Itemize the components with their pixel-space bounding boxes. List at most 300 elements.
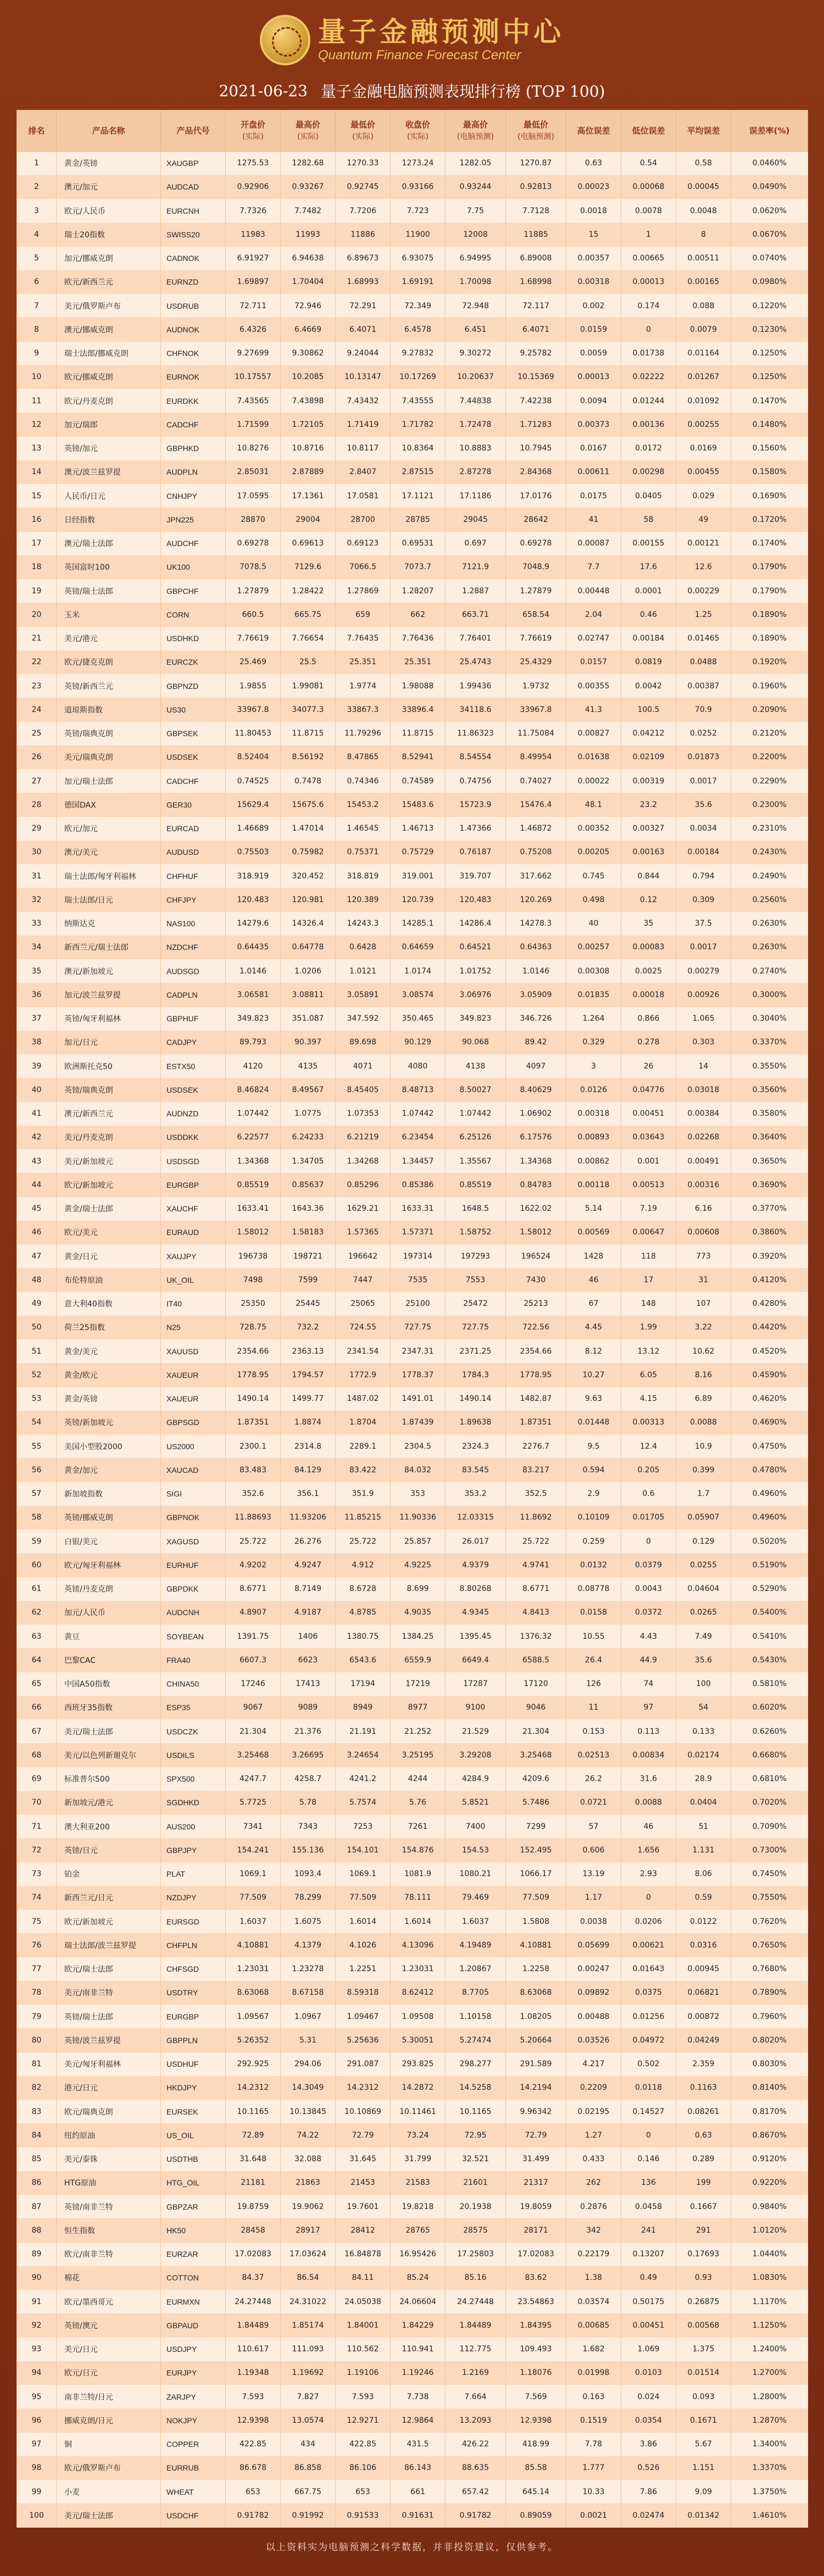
low-error-cell: 0.0372 bbox=[621, 1601, 676, 1624]
rank-cell: 99 bbox=[17, 2480, 57, 2503]
open-cell: 8.6771 bbox=[226, 1577, 281, 1601]
table-row bbox=[17, 1292, 808, 1316]
product-code-cell: USDHUF bbox=[161, 2052, 226, 2076]
high-error-cell: 0.22179 bbox=[566, 2243, 621, 2266]
low-error-cell: 118 bbox=[621, 1244, 676, 1268]
close-cell: 1081.9 bbox=[391, 1862, 446, 1886]
error-rate-cell: 0.0740% bbox=[731, 247, 808, 270]
high-error-cell: 1.777 bbox=[566, 2456, 621, 2480]
pred-high-cell: 8.50027 bbox=[446, 1078, 506, 1101]
low-cell: 1487.02 bbox=[336, 1387, 391, 1411]
avg-error-cell: 0.00568 bbox=[676, 2313, 731, 2337]
low-cell: 1.71419 bbox=[336, 413, 391, 436]
high-error-cell: 26.2 bbox=[566, 1767, 621, 1791]
high-error-cell: 0.2876 bbox=[566, 2195, 621, 2218]
product-name-cell: 荷兰25指数 bbox=[57, 1316, 161, 1339]
pred-high-cell: 0.74756 bbox=[446, 769, 506, 793]
pred-low-cell: 25.722 bbox=[506, 1529, 566, 1553]
rank-cell: 34 bbox=[17, 936, 57, 959]
low-error-cell: 0.00083 bbox=[621, 936, 676, 959]
high-error-cell: 0.00611 bbox=[566, 460, 621, 484]
product-code-cell: IT40 bbox=[161, 1292, 226, 1316]
low-error-cell: 0.49 bbox=[621, 2266, 676, 2290]
table-row bbox=[17, 2503, 808, 2527]
error-rate-cell: 0.2090% bbox=[731, 698, 808, 721]
pred-low-cell: 8.49954 bbox=[506, 745, 566, 769]
pred-high-cell: 1.89638 bbox=[446, 1411, 506, 1434]
error-rate-cell: 0.3580% bbox=[731, 1102, 808, 1126]
pred-low-cell: 152.495 bbox=[506, 1838, 566, 1862]
product-code-cell: EURCZK bbox=[161, 650, 226, 674]
column-header-label: 最高价 bbox=[463, 120, 488, 130]
error-rate-cell: 0.1790% bbox=[731, 555, 808, 579]
low-cell: 1.2251 bbox=[336, 1957, 391, 1981]
low-cell: 0.92745 bbox=[336, 175, 391, 199]
error-rate-cell: 0.1690% bbox=[731, 484, 808, 508]
low-error-cell: 7.86 bbox=[621, 2480, 676, 2503]
error-rate-cell: 0.9220% bbox=[731, 2171, 808, 2195]
rank-cell: 68 bbox=[17, 1743, 57, 1767]
column-header-label: 排名 bbox=[28, 126, 45, 136]
high-cell: 1.58183 bbox=[281, 1221, 336, 1244]
low-error-cell: 0.00647 bbox=[621, 1221, 676, 1244]
pred-high-cell: 1.99436 bbox=[446, 674, 506, 698]
product-code-cell: AUDPLN bbox=[161, 460, 226, 484]
avg-error-cell: 35.6 bbox=[676, 1648, 731, 1672]
low-error-cell: 0.0206 bbox=[621, 1910, 676, 1933]
close-cell: 16.95426 bbox=[391, 2243, 446, 2266]
low-cell: 14243.3 bbox=[336, 912, 391, 936]
product-code-cell: USDSEK bbox=[161, 745, 226, 769]
table-row bbox=[17, 413, 808, 436]
high-error-cell: 9.5 bbox=[566, 1434, 621, 1458]
avg-error-cell: 0.0122 bbox=[676, 1910, 731, 1933]
pred-high-cell: 7400 bbox=[446, 1815, 506, 1838]
error-rate-cell: 0.1250% bbox=[731, 365, 808, 389]
close-cell: 4.13096 bbox=[391, 1933, 446, 1957]
open-cell: 21.304 bbox=[226, 1720, 281, 1743]
rank-cell: 26 bbox=[17, 745, 57, 769]
high-error-cell: 0.329 bbox=[566, 1031, 621, 1054]
avg-error-cell: 6.89 bbox=[676, 1387, 731, 1411]
pred-high-cell: 2.87278 bbox=[446, 460, 506, 484]
rank-cell: 61 bbox=[17, 1577, 57, 1601]
open-cell: 110.617 bbox=[226, 2338, 281, 2361]
open-cell: 25350 bbox=[226, 1292, 281, 1316]
product-code-cell: AUDCAD bbox=[161, 175, 226, 199]
brand-name-en: Quantum Finance Forecast Center bbox=[318, 48, 521, 63]
pred-high-cell: 197293 bbox=[446, 1244, 506, 1268]
low-cell: 0.74346 bbox=[336, 769, 391, 793]
high-error-cell: 0.0132 bbox=[566, 1553, 621, 1577]
open-cell: 3.06581 bbox=[226, 983, 281, 1006]
pred-high-cell: 26.017 bbox=[446, 1529, 506, 1553]
product-code-cell: USDCZK bbox=[161, 1720, 226, 1743]
pred-high-cell: 32.521 bbox=[446, 2147, 506, 2171]
high-cell: 155.136 bbox=[281, 1838, 336, 1862]
product-code-cell: NZDCHF bbox=[161, 936, 226, 959]
close-cell: 84.032 bbox=[391, 1458, 446, 1482]
pred-low-cell: 4209.6 bbox=[506, 1767, 566, 1791]
low-cell: 6.89673 bbox=[336, 247, 391, 270]
high-cell: 1.0775 bbox=[281, 1102, 336, 1126]
high-cell: 17.1361 bbox=[281, 484, 336, 508]
high-error-cell: 0.00373 bbox=[566, 413, 621, 436]
rank-cell: 3 bbox=[17, 199, 57, 222]
high-cell: 0.91992 bbox=[281, 2503, 336, 2527]
low-error-cell: 0.04212 bbox=[621, 722, 676, 745]
high-error-cell: 0.0126 bbox=[566, 1078, 621, 1101]
low-error-cell: 58 bbox=[621, 508, 676, 531]
high-cell: 4258.7 bbox=[281, 1767, 336, 1791]
rank-cell: 49 bbox=[17, 1292, 57, 1316]
pred-high-cell: 3.29208 bbox=[446, 1743, 506, 1767]
low-error-cell: 35 bbox=[621, 912, 676, 936]
table-row bbox=[17, 2076, 808, 2100]
product-code-cell: USDJPY bbox=[161, 2338, 226, 2361]
rank-cell: 80 bbox=[17, 2028, 57, 2052]
low-error-cell: 0.0458 bbox=[621, 2195, 676, 2218]
rank-cell: 60 bbox=[17, 1553, 57, 1577]
table-row bbox=[17, 2147, 808, 2171]
avg-error-cell: 0.26875 bbox=[676, 2290, 731, 2313]
product-code-cell: EURAUD bbox=[161, 1221, 226, 1244]
high-error-cell: 0.0158 bbox=[566, 1601, 621, 1624]
product-code-cell: EURGBP bbox=[161, 1173, 226, 1197]
low-cell: 3.24654 bbox=[336, 1743, 391, 1767]
low-cell: 8.45405 bbox=[336, 1078, 391, 1101]
low-error-cell: 4.43 bbox=[621, 1624, 676, 1648]
rank-cell: 76 bbox=[17, 1933, 57, 1957]
product-code-cell: GBPNOK bbox=[161, 1506, 226, 1529]
pred-low-cell: 28642 bbox=[506, 508, 566, 531]
high-cell: 74.22 bbox=[281, 2123, 336, 2147]
open-cell: 14279.6 bbox=[226, 912, 281, 936]
open-cell: 0.85519 bbox=[226, 1173, 281, 1197]
low-cell: 1.84001 bbox=[336, 2313, 391, 2337]
rank-cell: 7 bbox=[17, 294, 57, 318]
high-cell: 21863 bbox=[281, 2171, 336, 2195]
error-rate-cell: 0.1920% bbox=[731, 650, 808, 674]
pred-high-cell: 72.948 bbox=[446, 294, 506, 318]
high-error-cell: 0.0721 bbox=[566, 1791, 621, 1815]
pred-low-cell: 83.217 bbox=[506, 1458, 566, 1482]
product-code-cell: GER30 bbox=[161, 793, 226, 816]
product-name-cell: 纳斯达克 bbox=[57, 912, 161, 936]
pred-high-cell: 20.1938 bbox=[446, 2195, 506, 2218]
avg-error-cell: 0.00255 bbox=[676, 413, 731, 436]
product-code-cell: XAUGBP bbox=[161, 152, 226, 175]
rank-cell: 18 bbox=[17, 555, 57, 579]
close-cell: 3.08574 bbox=[391, 983, 446, 1006]
product-name-cell: 英镑/波兰兹罗提 bbox=[57, 2028, 161, 2052]
low-cell: 7066.5 bbox=[336, 555, 391, 579]
error-rate-cell: 0.1480% bbox=[731, 413, 808, 436]
pred-high-cell: 1.20867 bbox=[446, 1957, 506, 1981]
low-cell: 84.11 bbox=[336, 2266, 391, 2290]
product-code-cell: CHFHUF bbox=[161, 864, 226, 888]
product-name-cell: 美元/泰铢 bbox=[57, 2147, 161, 2171]
high-cell: 4.1379 bbox=[281, 1933, 336, 1957]
rank-cell: 63 bbox=[17, 1624, 57, 1648]
open-cell: 8.46824 bbox=[226, 1078, 281, 1101]
avg-error-cell: 0.00926 bbox=[676, 983, 731, 1006]
rank-cell: 33 bbox=[17, 912, 57, 936]
table-row bbox=[17, 460, 808, 484]
table-row bbox=[17, 1648, 808, 1672]
error-rate-cell: 0.1220% bbox=[731, 294, 808, 318]
close-cell: 350.465 bbox=[391, 1007, 446, 1031]
close-cell: 0.64659 bbox=[391, 936, 446, 959]
high-error-cell: 0.00685 bbox=[566, 2313, 621, 2337]
low-cell: 7253 bbox=[336, 1815, 391, 1838]
product-name-cell: 美元/瑞典克朗 bbox=[57, 745, 161, 769]
avg-error-cell: 0.00184 bbox=[676, 841, 731, 864]
column-header-sublabel: (实际) bbox=[407, 132, 428, 141]
pred-high-cell: 21601 bbox=[446, 2171, 506, 2195]
avg-error-cell: 35.6 bbox=[676, 793, 731, 816]
product-code-cell: AUDUSD bbox=[161, 841, 226, 864]
low-error-cell: 0.526 bbox=[621, 2456, 676, 2480]
high-cell: 8.7149 bbox=[281, 1577, 336, 1601]
low-error-cell: 0.00313 bbox=[621, 1411, 676, 1434]
avg-error-cell: 0.0265 bbox=[676, 1601, 731, 1624]
close-cell: 11.8715 bbox=[391, 722, 446, 745]
low-error-cell: 97 bbox=[621, 1696, 676, 1720]
product-name-cell: 新加坡指数 bbox=[57, 1482, 161, 1506]
low-cell: 25.722 bbox=[336, 1529, 391, 1553]
product-code-cell: UK_OIL bbox=[161, 1268, 226, 1292]
open-cell: 72.711 bbox=[226, 294, 281, 318]
low-error-cell: 0.00018 bbox=[621, 983, 676, 1006]
high-cell: 1.34705 bbox=[281, 1149, 336, 1173]
avg-error-cell: 0.399 bbox=[676, 1458, 731, 1482]
table-row bbox=[17, 841, 808, 864]
high-cell: 1.28422 bbox=[281, 579, 336, 603]
rank-cell: 57 bbox=[17, 1482, 57, 1506]
product-name-cell: 美元/新加坡元 bbox=[57, 1149, 161, 1173]
table-row bbox=[17, 627, 808, 650]
open-cell: 17246 bbox=[226, 1672, 281, 1696]
error-rate-cell: 0.6680% bbox=[731, 1743, 808, 1767]
error-rate-cell: 0.4960% bbox=[731, 1506, 808, 1529]
product-name-cell: 美元/以色列新谢克尔 bbox=[57, 1743, 161, 1767]
product-name-cell: 标准普尔500 bbox=[57, 1767, 161, 1791]
table-row bbox=[17, 2480, 808, 2503]
pred-low-cell: 0.69278 bbox=[506, 532, 566, 555]
error-rate-cell: 0.2120% bbox=[731, 722, 808, 745]
high-error-cell: 4.45 bbox=[566, 1316, 621, 1339]
rank-cell: 85 bbox=[17, 2147, 57, 2171]
pred-low-cell: 120.269 bbox=[506, 888, 566, 911]
low-cell: 1772.9 bbox=[336, 1363, 391, 1387]
pred-low-cell: 11.8692 bbox=[506, 1506, 566, 1529]
product-name-cell: 美元/匈牙利福林 bbox=[57, 2052, 161, 2076]
product-code-cell: NAS100 bbox=[161, 912, 226, 936]
open-cell: 1069.1 bbox=[226, 1862, 281, 1886]
close-cell: 1778.37 bbox=[391, 1363, 446, 1387]
product-name-cell: 欧元/挪威克朗 bbox=[57, 365, 161, 389]
rank-cell: 81 bbox=[17, 2052, 57, 2076]
open-cell: 120.483 bbox=[226, 888, 281, 911]
product-code-cell: USDHKD bbox=[161, 627, 226, 650]
column-header bbox=[336, 110, 391, 152]
low-cell: 7.593 bbox=[336, 2385, 391, 2408]
low-cell: 2341.54 bbox=[336, 1339, 391, 1363]
rank-cell: 73 bbox=[17, 1862, 57, 1886]
high-cell: 320.452 bbox=[281, 864, 336, 888]
avg-error-cell: 0.00608 bbox=[676, 1221, 731, 1244]
product-code-cell: EURSGD bbox=[161, 1910, 226, 1933]
low-error-cell: 0.146 bbox=[621, 2147, 676, 2171]
high-cell: 10.2085 bbox=[281, 365, 336, 389]
table-row bbox=[17, 579, 808, 603]
pred-high-cell: 7121.9 bbox=[446, 555, 506, 579]
low-error-cell: 0.0088 bbox=[621, 1791, 676, 1815]
open-cell: 1.0146 bbox=[226, 959, 281, 983]
product-name-cell: 欧元/新加坡元 bbox=[57, 1173, 161, 1197]
close-cell: 9.27832 bbox=[391, 342, 446, 365]
open-cell: 21181 bbox=[226, 2171, 281, 2195]
rank-cell: 78 bbox=[17, 1981, 57, 2005]
low-error-cell: 0.0042 bbox=[621, 674, 676, 698]
error-rate-cell: 0.5190% bbox=[731, 1553, 808, 1577]
high-cell: 1643.36 bbox=[281, 1197, 336, 1221]
product-name-cell: 黄金/瑞士法郎 bbox=[57, 1197, 161, 1221]
product-code-cell: CADJPY bbox=[161, 1031, 226, 1054]
high-error-cell: 0.00257 bbox=[566, 936, 621, 959]
product-code-cell: XAUUSD bbox=[161, 1339, 226, 1363]
error-rate-cell: 0.1790% bbox=[731, 579, 808, 603]
open-cell: 8.63068 bbox=[226, 1981, 281, 2005]
low-cell: 659 bbox=[336, 603, 391, 626]
rank-cell: 31 bbox=[17, 864, 57, 888]
low-cell: 2.8407 bbox=[336, 460, 391, 484]
error-rate-cell: 0.5810% bbox=[731, 1672, 808, 1696]
high-cell: 2363.13 bbox=[281, 1339, 336, 1363]
high-error-cell: 41 bbox=[566, 508, 621, 531]
low-cell: 1.57365 bbox=[336, 1221, 391, 1244]
close-cell: 293.825 bbox=[391, 2052, 446, 2076]
high-error-cell: 0.745 bbox=[566, 864, 621, 888]
rank-cell: 83 bbox=[17, 2100, 57, 2123]
open-cell: 318.919 bbox=[226, 864, 281, 888]
high-error-cell: 0.02195 bbox=[566, 2100, 621, 2123]
product-name-cell: 加元/瑞郎 bbox=[57, 413, 161, 436]
high-error-cell: 0.00318 bbox=[566, 270, 621, 294]
error-rate-cell: 0.8670% bbox=[731, 2123, 808, 2147]
avg-error-cell: 291 bbox=[676, 2218, 731, 2242]
pred-low-cell: 9046 bbox=[506, 1696, 566, 1720]
high-error-cell: 1.264 bbox=[566, 1007, 621, 1031]
table-row bbox=[17, 2266, 808, 2290]
open-cell: 1.46689 bbox=[226, 817, 281, 841]
product-name-cell: 玉米 bbox=[57, 603, 161, 626]
high-cell: 4135 bbox=[281, 1054, 336, 1078]
rank-cell: 24 bbox=[17, 698, 57, 721]
product-code-cell: USDTRY bbox=[161, 1981, 226, 2005]
product-code-cell: GBPSGD bbox=[161, 1411, 226, 1434]
rank-cell: 92 bbox=[17, 2313, 57, 2337]
product-name-cell: 人民币/日元 bbox=[57, 484, 161, 508]
open-cell: 6607.3 bbox=[226, 1648, 281, 1672]
pred-high-cell: 426.22 bbox=[446, 2433, 506, 2456]
open-cell: 1.9855 bbox=[226, 674, 281, 698]
open-cell: 292.925 bbox=[226, 2052, 281, 2076]
low-error-cell: 241 bbox=[621, 2218, 676, 2242]
error-rate-cell: 1.2700% bbox=[731, 2361, 808, 2385]
product-name-cell: 澳大利亚200 bbox=[57, 1815, 161, 1838]
table-row bbox=[17, 247, 808, 270]
avg-error-cell: 0.00279 bbox=[676, 959, 731, 983]
pred-low-cell: 1.9732 bbox=[506, 674, 566, 698]
low-cell: 7.7206 bbox=[336, 199, 391, 222]
high-error-cell: 0.00862 bbox=[566, 1149, 621, 1173]
high-error-cell: 48.1 bbox=[566, 793, 621, 816]
avg-error-cell: 0.093 bbox=[676, 2385, 731, 2408]
open-cell: 11.88693 bbox=[226, 1506, 281, 1529]
avg-error-cell: 0.0169 bbox=[676, 437, 731, 460]
low-error-cell: 1.99 bbox=[621, 1316, 676, 1339]
product-code-cell: ESTX50 bbox=[161, 1054, 226, 1078]
close-cell: 25.351 bbox=[391, 650, 446, 674]
product-code-cell: CADCHF bbox=[161, 413, 226, 436]
rank-cell: 14 bbox=[17, 460, 57, 484]
error-rate-cell: 0.1580% bbox=[731, 460, 808, 484]
rank-cell: 65 bbox=[17, 1672, 57, 1696]
low-error-cell: 0.03643 bbox=[621, 1126, 676, 1149]
low-error-cell: 0.0379 bbox=[621, 1553, 676, 1577]
low-cell: 16.84878 bbox=[336, 2243, 391, 2266]
rank-cell: 96 bbox=[17, 2408, 57, 2432]
pred-high-cell: 1.58752 bbox=[446, 1221, 506, 1244]
low-error-cell: 0.01244 bbox=[621, 389, 676, 413]
avg-error-cell: 14 bbox=[676, 1054, 731, 1078]
avg-error-cell: 0.1671 bbox=[676, 2408, 731, 2432]
low-error-cell: 0.502 bbox=[621, 2052, 676, 2076]
error-rate-cell: 0.8030% bbox=[731, 2052, 808, 2076]
column-header-label: 产品代号 bbox=[176, 126, 210, 136]
high-cell: 1.23278 bbox=[281, 1957, 336, 1981]
close-cell: 7073.7 bbox=[391, 555, 446, 579]
high-error-cell: 0.002 bbox=[566, 294, 621, 318]
avg-error-cell: 0.93 bbox=[676, 2266, 731, 2290]
close-cell: 3.25195 bbox=[391, 1743, 446, 1767]
high-error-cell: 342 bbox=[566, 2218, 621, 2242]
product-code-cell: AUDNOK bbox=[161, 318, 226, 341]
pred-high-cell: 120.483 bbox=[446, 888, 506, 911]
error-rate-cell: 0.4780% bbox=[731, 1458, 808, 1482]
low-cell: 25.351 bbox=[336, 650, 391, 674]
pred-low-cell: 352.5 bbox=[506, 1482, 566, 1506]
rank-cell: 13 bbox=[17, 437, 57, 460]
product-code-cell: XAUCHF bbox=[161, 1197, 226, 1221]
close-cell: 5.76 bbox=[391, 1791, 446, 1815]
low-error-cell: 1.656 bbox=[621, 1838, 676, 1862]
high-error-cell: 1.27 bbox=[566, 2123, 621, 2147]
high-cell: 11.93206 bbox=[281, 1506, 336, 1529]
product-name-cell: 美国小型股2000 bbox=[57, 1434, 161, 1458]
error-rate-cell: 0.2290% bbox=[731, 769, 808, 793]
rank-cell: 100 bbox=[17, 2503, 57, 2527]
product-name-cell: 欧元/美元 bbox=[57, 1221, 161, 1244]
avg-error-cell: 0.02268 bbox=[676, 1126, 731, 1149]
close-cell: 1.84229 bbox=[391, 2313, 446, 2337]
pred-high-cell: 3.06976 bbox=[446, 983, 506, 1006]
close-cell: 1.0174 bbox=[391, 959, 446, 983]
pred-high-cell: 4.9379 bbox=[446, 1553, 506, 1577]
product-name-cell: 纽约原油 bbox=[57, 2123, 161, 2147]
